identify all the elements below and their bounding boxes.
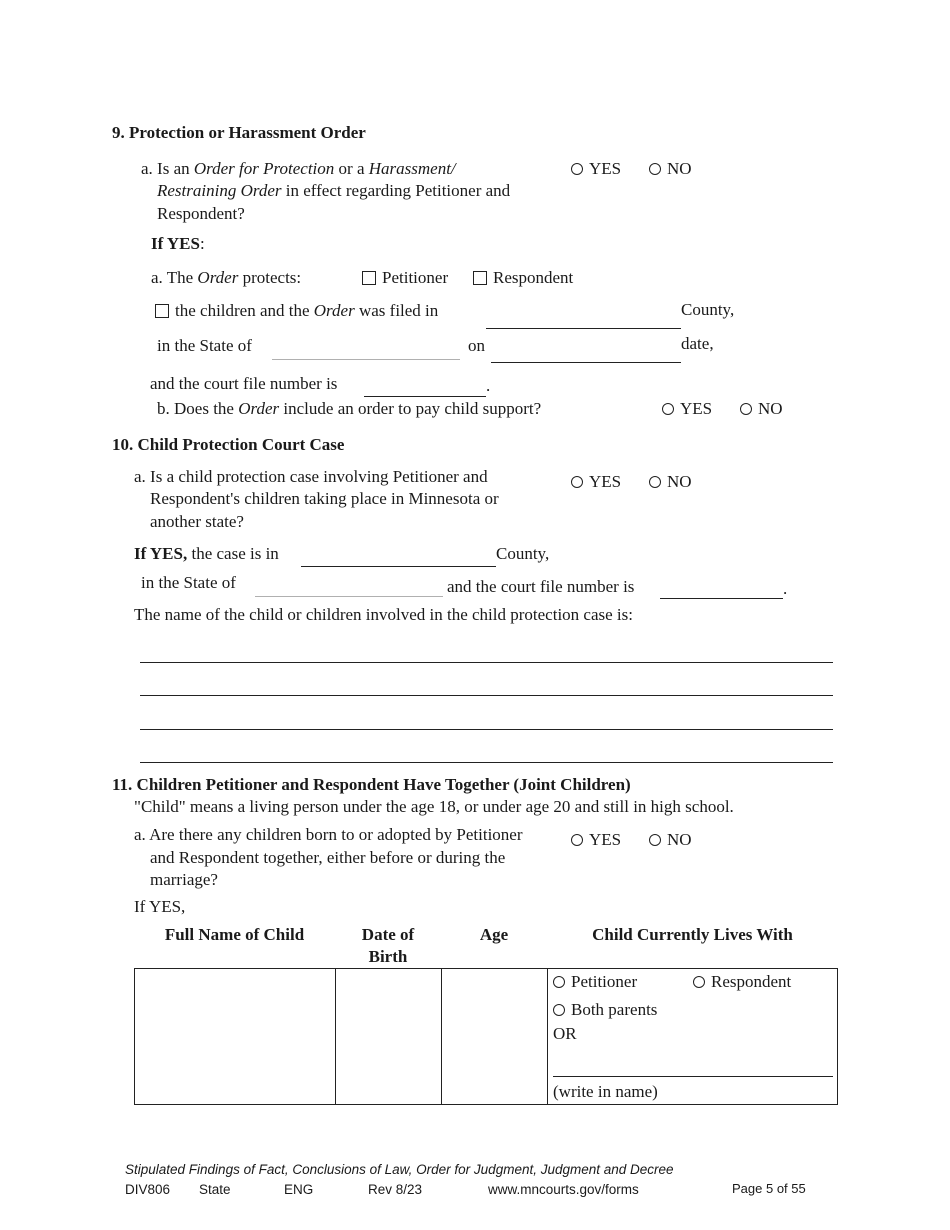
child-name-cell[interactable] <box>135 969 335 1104</box>
children-table <box>134 968 838 1105</box>
lives-with-both-parents-radio[interactable]: Both parents <box>553 1000 657 1020</box>
s10-names-line-2[interactable] <box>140 695 833 696</box>
s9-protects-label: a. The Order protects: <box>151 268 302 287</box>
s9-state-field[interactable] <box>272 359 460 360</box>
s9-protects-children-checkbox[interactable]: the children and the Order was filed in <box>155 301 438 321</box>
checkbox-icon <box>473 271 487 285</box>
s10-names-label: The name of the child or children involved in the child protection case is: <box>134 605 633 624</box>
s9-court-file-period: . <box>486 376 491 395</box>
lives-with-respondent-radio[interactable]: Respondent <box>693 972 791 992</box>
table-header-lives-with: Child Currently Lives With <box>592 925 793 944</box>
footer-page-number: Page 5 of 55 <box>732 1181 806 1196</box>
s9-on-label: on <box>468 336 485 355</box>
table-header-date-of-birth: Date of Birth <box>361 925 415 966</box>
s9-question-a-line1: a. Is an Order for Protection or a Harassment/ <box>141 159 456 178</box>
s9-protects-respondent-checkbox[interactable]: Respondent <box>473 268 573 288</box>
s10-state-label: in the State of <box>141 573 236 592</box>
s11-qa-no-radio[interactable]: NO <box>649 830 692 850</box>
lives-with-write-in-field[interactable] <box>553 1076 833 1077</box>
s9-county-field[interactable] <box>486 328 681 329</box>
section-10-heading: 10. Child Protection Court Case <box>112 435 345 454</box>
s9-court-file-field[interactable] <box>364 396 486 397</box>
child-dob-cell[interactable] <box>336 969 441 1104</box>
s10-question-a-line3: another state? <box>150 512 244 531</box>
s10-names-line-4[interactable] <box>140 762 833 763</box>
s10-county-label: County, <box>496 544 550 563</box>
s10-court-file-field[interactable] <box>660 598 783 599</box>
radio-circle-icon <box>553 1004 565 1016</box>
s9-date-field[interactable] <box>491 362 681 363</box>
radio-circle-icon <box>649 476 661 488</box>
lives-with-petitioner-radio[interactable]: Petitioner <box>553 972 637 992</box>
s10-county-field[interactable] <box>301 566 496 567</box>
s9-court-file-label: and the court file number is <box>150 374 338 393</box>
s9-qa-yes-radio[interactable]: YES <box>571 159 621 179</box>
s9-qa-no-radio[interactable]: NO <box>649 159 692 179</box>
table-header-full-name: Full Name of Child <box>164 925 305 944</box>
s11-question-a-line2: and Respondent together, either before or during the <box>150 848 506 867</box>
s10-court-file-period: . <box>783 579 788 598</box>
s10-state-field[interactable] <box>255 596 443 597</box>
radio-circle-icon <box>571 476 583 488</box>
s10-question-a-line1: a. Is a child protection case involving Petitioner and <box>134 467 488 486</box>
footer-revision: Rev 8/23 <box>368 1182 423 1197</box>
footer-language: ENG <box>284 1182 314 1197</box>
child-age-cell[interactable] <box>442 969 547 1104</box>
section-11-heading: 11. Children Petitioner and Respondent Have Together (Joint Children) <box>112 775 631 794</box>
s9-question-b: b. Does the Order include an order to pay child support? <box>157 399 542 418</box>
s9-question-a-line3: Respondent? <box>157 204 245 223</box>
radio-circle-icon <box>571 163 583 175</box>
radio-circle-icon <box>662 403 674 415</box>
s11-if-yes-label: If YES, <box>134 897 186 916</box>
lives-with-or-label: OR <box>553 1024 577 1043</box>
checkbox-icon <box>155 304 169 318</box>
section-9-heading: 9. Protection or Harassment Order <box>112 123 366 142</box>
footer-url[interactable]: www.mncourts.gov/forms <box>488 1182 639 1197</box>
radio-circle-icon <box>649 834 661 846</box>
s11-child-definition: "Child" means a living person under the age 18, or under age 20 and still in high school. <box>134 797 734 816</box>
s9-protects-petitioner-checkbox[interactable]: Petitioner <box>362 268 448 288</box>
s10-court-file-label: and the court file number is <box>447 577 635 596</box>
s9-state-label: in the State of <box>157 336 252 355</box>
lives-with-write-in-label: (write in name) <box>553 1082 658 1101</box>
s9-date-label: date, <box>681 334 714 353</box>
radio-circle-icon <box>553 976 565 988</box>
s10-qa-no-radio[interactable]: NO <box>649 472 692 492</box>
table-header-age: Age <box>479 925 509 944</box>
s10-names-line-3[interactable] <box>140 729 833 730</box>
footer-form-title: Stipulated Findings of Fact, Conclusions of Law, Order for Judgment, Judgment and Decree <box>125 1162 674 1177</box>
s10-case-in-label: If YES, the case is in <box>134 544 279 563</box>
radio-circle-icon <box>693 976 705 988</box>
s9-qb-yes-radio[interactable]: YES <box>662 399 712 419</box>
footer-form-number: DIV806 <box>125 1182 171 1197</box>
s10-qa-yes-radio[interactable]: YES <box>571 472 621 492</box>
checkbox-icon <box>362 271 376 285</box>
s11-qa-yes-radio[interactable]: YES <box>571 830 621 850</box>
s10-question-a-line2: Respondent's children taking place in Minnesota or <box>150 489 499 508</box>
s9-if-yes-label: If YES: <box>151 234 205 253</box>
s11-question-a-line1: a. Are there any children born to or adopted by Petitioner <box>134 825 523 844</box>
table-divider <box>547 969 548 1104</box>
radio-circle-icon <box>571 834 583 846</box>
footer-state: State <box>199 1182 231 1197</box>
s9-qb-no-radio[interactable]: NO <box>740 399 783 419</box>
s10-names-line-1[interactable] <box>140 662 833 663</box>
s9-question-a-line2: Restraining Order in effect regarding Petitioner and <box>157 181 511 200</box>
radio-circle-icon <box>740 403 752 415</box>
s9-county-label: County, <box>681 300 735 319</box>
radio-circle-icon <box>649 163 661 175</box>
s11-question-a-line3: marriage? <box>150 870 218 889</box>
